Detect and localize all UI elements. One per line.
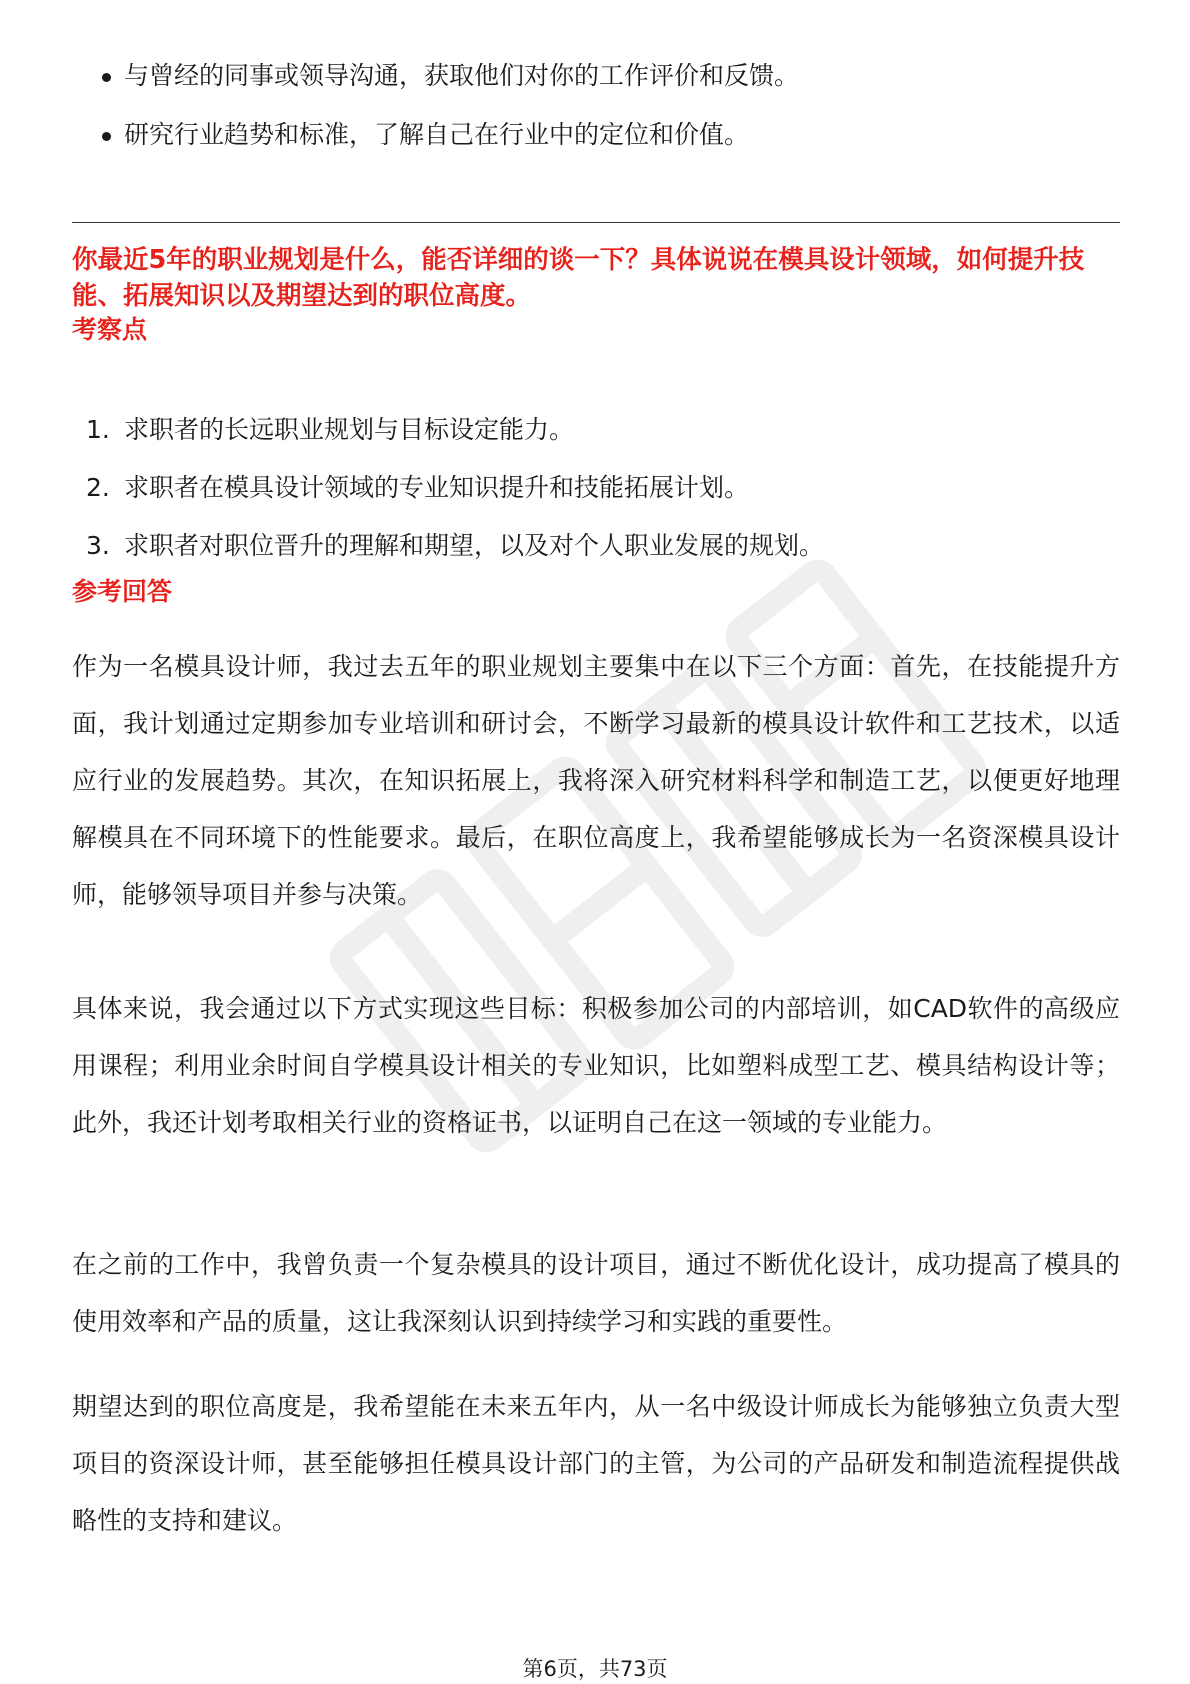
feedback-bullet-list (72, 58, 1120, 176)
list-number: 2. (86, 473, 110, 502)
section-title-points: 考察点 (72, 315, 148, 344)
bullet-text: 与曾经的同事或领导沟通，获取他们对你的工作评价和反馈。 (124, 61, 800, 90)
answer-paragraph: 作为一名模具设计师，我过去五年的职业规划主要集中在以下三个方面：首先，在技能提升方面，我计划通过定期参加专业培训和研讨会，不断学习最新的模具设计软件和工艺技术，以适应行业的发展趋势。其次，在知识拓展上，我将深入研究材料科学和制造工艺，以便更好地理解模具在不同环境下的性能要求。最后，在职位高度上，我希望能够成长为一名资深模具设计师，能够领导项目并参与决策。 (72, 652, 1120, 909)
point-text: 求职者的长远职业规划与目标设定能力。 (124, 415, 575, 444)
bullet-dot-icon (102, 73, 111, 82)
answer-paragraph: 在之前的工作中，我曾负责一个复杂模具的设计项目，通过不断优化设计，成功提高了模具的使用效率和产品的质量，这让我深刻认识到持续学习和实践的重要性。 (72, 1250, 1120, 1336)
point-text: 求职者在模具设计领域的专业知识提升和技能拓展计划。 (124, 473, 750, 502)
interview-question: 你最近5年的职业规划是什么，能否详细的谈一下？具体说说在模具设计领域，如何提升技能、拓展知识以及期望达到的职位高度。 (72, 245, 1085, 311)
answer-paragraph: 期望达到的职位高度是，我希望能在未来五年内，从一名中级设计师成长为能够独立负责大型项目的资深设计师，甚至能够担任模具设计部门的主管，为公司的产品研发和制造流程提供战略性的支持和建议。 (72, 1392, 1120, 1535)
list-number: 1. (86, 415, 110, 444)
bullet-dot-icon (102, 132, 111, 141)
list-item (72, 470, 1120, 506)
page-number-footer: 第6页，共73页 (522, 1657, 668, 1681)
bullet-text: 研究行业趋势和标准，了解自己在行业中的定位和价值。 (124, 120, 750, 149)
list-item (72, 58, 1120, 94)
list-item (72, 117, 1120, 153)
list-item (72, 412, 1120, 448)
list-number: 3. (86, 531, 110, 560)
section-divider (72, 222, 1120, 223)
answer-paragraph: 具体来说，我会通过以下方式实现这些目标：积极参加公司的内部培训，如CAD软件的高级应用课程；利用业余时间自学模具设计相关的专业知识，比如塑料成型工艺、模具结构设计等；此外，我还计划考取相关行业的资格证书，以证明自己在这一领域的专业能力。 (72, 994, 1120, 1137)
section-title-answer: 参考回答 (72, 577, 173, 606)
point-text: 求职者对职位晋升的理解和期望，以及对个人职业发展的规划。 (124, 531, 825, 560)
assessment-points-list (72, 412, 1120, 586)
list-item (72, 528, 1120, 564)
